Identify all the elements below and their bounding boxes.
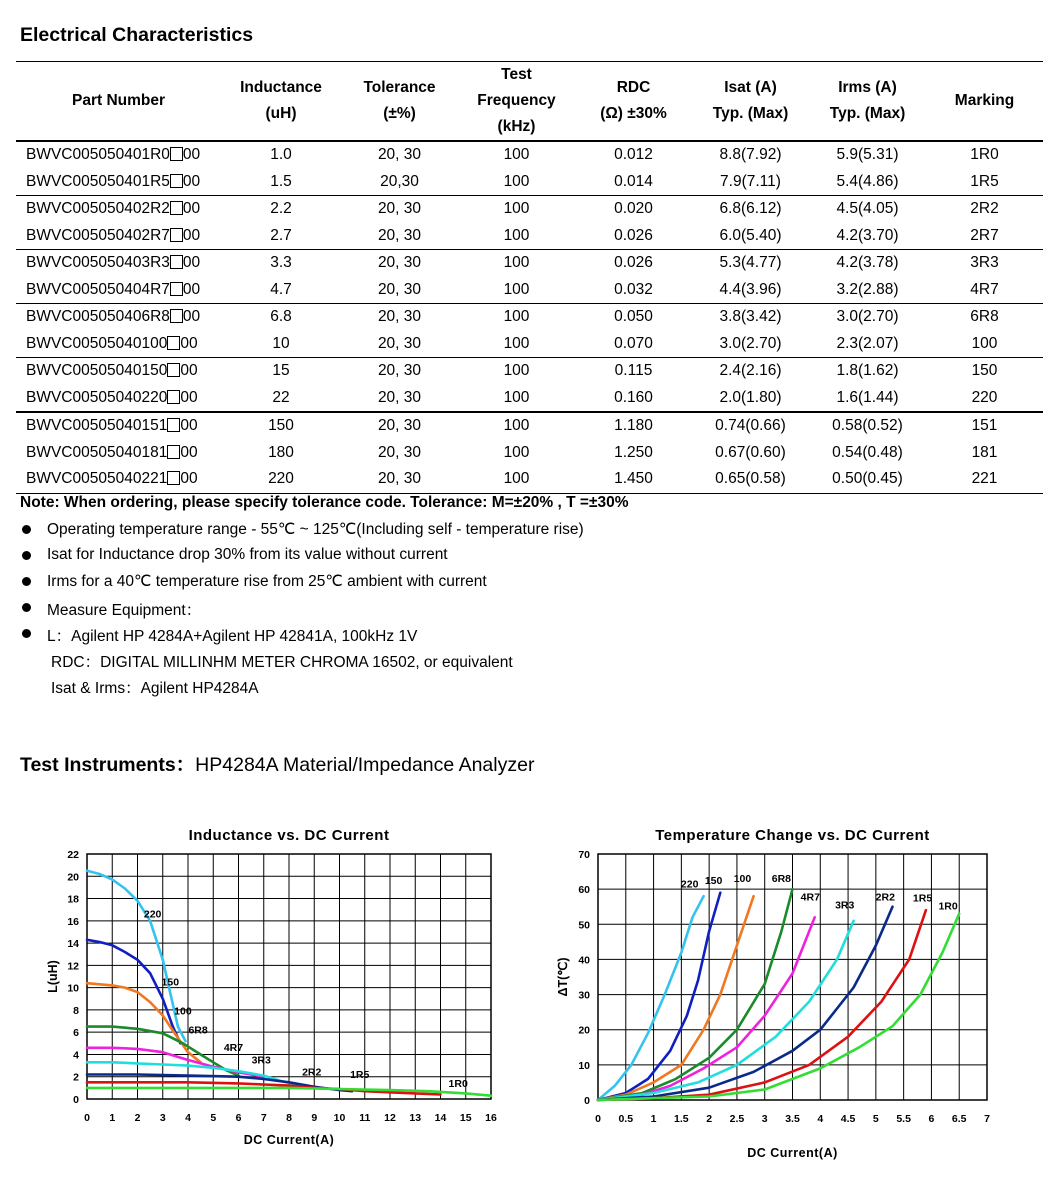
table-row: [16, 358, 1043, 385]
tolerance-code-box: [170, 174, 183, 188]
x-tick-label: 4.5: [840, 1113, 856, 1125]
cell-inductance: 180: [268, 443, 294, 461]
note-irms: Irms for a 40℃ temperature rise from 25℃ ambient with current: [47, 573, 487, 590]
y-tick-label: 30: [578, 989, 590, 1002]
header-line: Typ. (Max): [712, 105, 789, 122]
x-tick-label: 1: [109, 1112, 116, 1124]
tolerance-code-box: [167, 445, 180, 459]
x-tick-label: 11: [359, 1112, 371, 1124]
x-tick-label: 13: [409, 1112, 422, 1124]
x-tick-label: 8: [286, 1112, 292, 1124]
series-label-220: 220: [143, 908, 162, 921]
part-number-suffix: 00: [180, 443, 198, 461]
x-tick-label: 7: [984, 1113, 990, 1125]
x-tick-label: 12: [384, 1112, 396, 1124]
cell-frequency: 100: [503, 146, 530, 164]
cell-part-number: [16, 440, 221, 467]
cell-isat: 6.8(6.12): [719, 200, 782, 218]
part-number-suffix: 00: [182, 254, 201, 272]
header-part-number: [16, 62, 221, 142]
inductance-chart: [0, 810, 530, 1170]
cell-marking: 1R0: [970, 146, 999, 164]
x-tick-label: 0: [595, 1113, 601, 1125]
cell-frequency: 100: [503, 362, 530, 380]
tolerance-code-box: [170, 228, 183, 242]
cell-isat: 7.9(7.11): [692, 169, 809, 196]
y-tick-label: 20: [578, 1024, 590, 1037]
cell-tolerance: 20, 30: [377, 443, 422, 461]
cell-isat: 2.0(1.80): [692, 385, 809, 413]
note-isat: Isat for Inductance drop 30% from its value without current: [47, 546, 448, 563]
cell-tolerance: 20, 30: [377, 146, 422, 164]
cell-frequency: 100: [458, 331, 575, 358]
x-tick-label: 6.5: [951, 1113, 967, 1125]
cell-irms: 5.4(4.86): [809, 169, 926, 196]
cell-isat: 0.74(0.66): [715, 417, 786, 435]
header-line: Frequency: [477, 92, 556, 109]
part-number-prefix: BWVC00505040220: [26, 388, 168, 406]
cell-irms: 2.3(2.07): [809, 331, 926, 358]
cell-tolerance: 20, 30: [341, 466, 458, 493]
note-isat-irms-equipment: Isat & Irms：Agilent HP4284A: [51, 680, 259, 697]
table-body: [16, 141, 1043, 493]
table-row: [16, 304, 1043, 331]
cell-frequency: 100: [503, 254, 530, 272]
cell-rdc: 0.032: [575, 277, 692, 304]
series-label-2R2: 2R2: [875, 891, 895, 904]
part-number-suffix: 00: [182, 226, 201, 244]
temperature-chart: [540, 810, 1061, 1170]
cell-frequency: 100: [458, 385, 575, 413]
cell-inductance: 1.0: [270, 146, 292, 164]
x-tick-label: 1.5: [674, 1113, 689, 1125]
part-number-prefix: BWVC00505040100: [26, 334, 168, 352]
y-tick-label: 22: [67, 849, 79, 861]
cell-irms: 1.6(1.44): [809, 385, 926, 413]
series-label-100: 100: [733, 873, 752, 886]
note-rdc-equipment: RDC：DIGITAL MILLINHM METER CHROMA 16502, or equivalent: [51, 654, 513, 671]
y-tick-label: 20: [67, 871, 79, 884]
spec-table: [16, 61, 1043, 494]
cell-marking: 150: [971, 362, 998, 380]
part-number-suffix: 00: [182, 280, 201, 298]
part-number-prefix: BWVC00505040150: [26, 362, 168, 380]
cell-rdc: 0.020: [614, 200, 653, 218]
x-tick-label: 6: [928, 1113, 935, 1125]
series-label-4R7: 4R7: [800, 891, 820, 904]
y-tick-label: 6: [73, 1027, 79, 1040]
cell-marking: 1R5: [926, 169, 1043, 196]
cell-part-number: [16, 412, 221, 440]
cell-irms: 4.5(4.05): [836, 200, 899, 218]
tolerance-code-box: [170, 282, 183, 296]
part-number-suffix: 00: [182, 308, 201, 326]
series-line-220: [87, 871, 186, 1041]
cell-rdc: 0.115: [614, 362, 653, 380]
note-operating-temp: Operating temperature range - 55℃ ~ 125℃(Including self - temperature rise): [47, 521, 584, 538]
cell-marking: 100: [926, 331, 1043, 358]
y-tick-label: 4: [73, 1049, 79, 1062]
part-number-prefix: BWVC00505040181: [26, 443, 168, 461]
cell-irms: 0.54(0.48): [832, 443, 903, 461]
cell-tolerance: 20, 30: [341, 223, 458, 250]
cell-isat: 5.3(4.77): [719, 254, 782, 272]
tolerance-code-box: [167, 418, 180, 432]
header-line: Isat (A): [724, 79, 777, 96]
cell-marking: 220: [926, 385, 1043, 413]
cell-rdc: 1.180: [614, 417, 653, 435]
x-axis-label: DC Current(A): [243, 1133, 335, 1147]
series-line-220: [598, 896, 704, 1100]
bullet-dot: [22, 629, 31, 638]
y-tick-label: 0: [584, 1095, 590, 1107]
cell-marking: 221: [926, 466, 1043, 493]
y-tick-label: 60: [578, 884, 590, 897]
part-number-prefix: BWVC00505040221: [26, 470, 168, 488]
header-inductance: [221, 62, 341, 142]
table-row: [16, 141, 1043, 169]
table-header-row: [16, 62, 1043, 142]
section-title: Electrical Characteristics: [20, 24, 254, 46]
cell-isat: 0.67(0.60): [715, 443, 786, 461]
cell-frequency: 100: [503, 200, 530, 218]
cell-irms: 1.8(1.62): [836, 362, 899, 380]
header-line: Typ. (Max): [829, 105, 906, 122]
header-line: Inductance: [240, 79, 322, 96]
table-row: [16, 196, 1043, 223]
header-line: Test: [501, 66, 532, 83]
cell-marking: 6R8: [970, 308, 999, 326]
chart-title: Inductance vs. DC Current: [188, 827, 390, 844]
cell-part-number: [16, 358, 221, 385]
cell-tolerance: 20, 30: [341, 277, 458, 304]
y-tick-label: 16: [67, 915, 79, 928]
part-number-prefix: BWVC005050404R7: [26, 280, 170, 298]
cell-marking: 2R2: [970, 200, 999, 218]
x-tick-label: 4: [185, 1112, 191, 1124]
series-line-3R3: [598, 921, 854, 1100]
header-line: (±%): [383, 105, 416, 122]
x-tick-label: 15: [459, 1112, 472, 1124]
cell-part-number: [16, 223, 221, 250]
y-tick-label: 70: [578, 849, 590, 861]
y-tick-label: 0: [73, 1094, 79, 1106]
cell-part-number: [16, 169, 221, 196]
y-tick-label: 14: [67, 938, 79, 951]
cell-marking: 151: [971, 417, 998, 435]
x-axis-label: DC Current(A): [747, 1146, 838, 1160]
x-tick-label: 14: [434, 1112, 447, 1124]
part-number-suffix: 00: [180, 334, 198, 352]
x-tick-label: 0: [84, 1112, 90, 1124]
bullet-dot: [22, 603, 31, 612]
part-number-suffix: 00: [180, 470, 198, 488]
tolerance-code-box: [167, 363, 180, 377]
series-label-220: 220: [680, 878, 699, 891]
cell-part-number: [16, 385, 221, 413]
cell-part-number: [16, 196, 221, 223]
cell-isat: 3.8(3.42): [719, 308, 782, 326]
cell-isat: 4.4(3.96): [692, 277, 809, 304]
part-number-suffix: 00: [182, 172, 201, 190]
bullet-dot: [22, 577, 31, 586]
y-tick-label: 10: [578, 1059, 590, 1072]
table-row: [16, 385, 1043, 413]
cell-part-number: [16, 141, 221, 169]
cell-rdc: 0.050: [614, 308, 653, 326]
header-line: Marking: [954, 92, 1015, 109]
cell-rdc: 0.160: [575, 385, 692, 413]
bullet-dot: [22, 551, 31, 560]
part-number-suffix: 00: [180, 362, 198, 380]
header-isat: [692, 62, 809, 142]
series-line-1R5: [598, 910, 926, 1100]
cell-inductance: 10: [221, 331, 341, 358]
cell-rdc: 1.250: [614, 443, 653, 461]
y-tick-label: 50: [578, 919, 590, 932]
header-line: RDC: [616, 79, 651, 96]
cell-tolerance: 20, 30: [377, 254, 422, 272]
tolerance-code-box: [170, 201, 183, 215]
cell-isat: 6.0(5.40): [692, 223, 809, 250]
header-irms: [809, 62, 926, 142]
x-tick-label: 3: [159, 1112, 166, 1124]
x-tick-label: 9: [311, 1112, 318, 1124]
table-row: [16, 169, 1043, 196]
cell-inductance: 15: [272, 362, 290, 380]
x-tick-label: 5: [210, 1112, 217, 1124]
cell-tolerance: 20, 30: [341, 331, 458, 358]
test-instruments-value: HP4284A Material/Impedance Analyzer: [195, 754, 535, 776]
y-tick-label: 8: [73, 1004, 79, 1017]
series-label-3R3: 3R3: [835, 899, 855, 912]
table-row: [16, 412, 1043, 440]
series-label-1R5: 1R5: [912, 892, 933, 905]
part-number-prefix: BWVC00505040151: [26, 417, 168, 435]
x-tick-label: 7: [260, 1112, 267, 1124]
series-line-100: [598, 896, 754, 1100]
header-line: Irms (A): [838, 79, 897, 96]
cell-rdc: 0.070: [575, 331, 692, 358]
cell-inductance: 4.7: [221, 277, 341, 304]
cell-part-number: [16, 466, 221, 493]
cell-part-number: [16, 250, 221, 277]
cell-marking: 3R3: [970, 254, 999, 272]
series-label-2R2: 2R2: [302, 1066, 322, 1079]
part-number-suffix: 00: [182, 200, 201, 218]
cell-inductance: 220: [221, 466, 341, 493]
y-tick-label: 2: [73, 1071, 79, 1084]
part-number-suffix: 00: [182, 146, 201, 164]
x-tick-label: 3.5: [785, 1113, 800, 1125]
test-instruments-label: Test Instruments：: [20, 754, 196, 776]
header-marking: [926, 62, 1043, 142]
cell-rdc: 0.012: [614, 146, 653, 164]
cell-inductance: 22: [221, 385, 341, 413]
cell-irms: 3.0(2.70): [836, 308, 899, 326]
cell-tolerance: 20, 30: [377, 362, 422, 380]
tolerance-code-box: [167, 336, 180, 350]
series-label-1R0: 1R0: [448, 1077, 468, 1090]
cell-irms: 0.58(0.52): [832, 417, 903, 435]
cell-frequency: 100: [503, 308, 530, 326]
cell-isat: 8.8(7.92): [719, 146, 782, 164]
cell-irms: 0.50(0.45): [809, 466, 926, 493]
header-line: Part Number: [71, 92, 166, 109]
tolerance-code-box: [167, 471, 180, 485]
part-number-prefix: BWVC005050406R8: [26, 308, 170, 326]
table-row: [16, 331, 1043, 358]
x-tick-label: 1: [650, 1113, 657, 1125]
header-line: (uH): [265, 105, 297, 122]
x-tick-label: 0.5: [618, 1113, 634, 1125]
note-measure-equipment: Measure Equipment：: [47, 602, 202, 619]
x-tick-label: 3: [761, 1113, 768, 1125]
cell-inductance: 3.3: [270, 254, 292, 272]
series-label-1R0: 1R0: [938, 900, 958, 913]
series-label-1R5: 1R5: [350, 1068, 370, 1081]
cell-irms: 4.2(3.70): [809, 223, 926, 250]
table-row: [16, 440, 1043, 467]
x-tick-label: 16: [485, 1112, 497, 1124]
series-label-100: 100: [174, 1005, 192, 1018]
header-line: Tolerance: [363, 79, 436, 96]
y-tick-label: 40: [578, 954, 590, 967]
cell-frequency: 100: [503, 417, 530, 435]
cell-irms: 5.9(5.31): [836, 146, 899, 164]
cell-inductance: 1.5: [221, 169, 341, 196]
y-tick-label: 12: [67, 960, 79, 973]
cell-rdc: 0.014: [575, 169, 692, 196]
cell-part-number: [16, 277, 221, 304]
series-label-150: 150: [161, 976, 180, 989]
part-number-prefix: BWVC005050401R5: [26, 172, 170, 190]
cell-frequency: 100: [458, 466, 575, 493]
cell-inductance: 150: [268, 417, 294, 435]
tolerance-code-box: [170, 255, 183, 269]
part-number-prefix: BWVC005050401R0: [26, 146, 170, 164]
x-tick-label: 5.5: [896, 1113, 911, 1125]
y-tick-label: 18: [67, 893, 79, 906]
bullet-dot: [22, 525, 31, 534]
y-axis-label: ΔT(℃): [556, 957, 570, 997]
cell-rdc: 0.026: [614, 254, 653, 272]
y-tick-label: 10: [67, 982, 79, 995]
header-line: (kHz): [497, 118, 536, 135]
tolerance-code-box: [167, 390, 180, 404]
header-tolerance: [341, 62, 458, 142]
table-row: [16, 250, 1043, 277]
header-line: (Ω) ±30%: [600, 105, 667, 122]
cell-marking: 4R7: [926, 277, 1043, 304]
cell-part-number: [16, 304, 221, 331]
cell-isat: 0.65(0.58): [692, 466, 809, 493]
tolerance-code-box: [170, 147, 183, 161]
cell-tolerance: 20, 30: [377, 417, 422, 435]
cell-tolerance: 20, 30: [341, 385, 458, 413]
y-axis-label: L(uH): [46, 960, 60, 993]
x-tick-label: 2: [706, 1113, 713, 1125]
x-tick-label: 6: [235, 1112, 242, 1124]
x-tick-label: 2: [134, 1112, 141, 1124]
cell-marking: 181: [971, 443, 998, 461]
cell-irms: 3.2(2.88): [809, 277, 926, 304]
table-row: [16, 277, 1043, 304]
cell-inductance: 6.8: [270, 308, 292, 326]
cell-isat: 2.4(2.16): [719, 362, 782, 380]
chart-title: Temperature Change vs. DC Current: [655, 827, 930, 844]
header-rdc: [575, 62, 692, 142]
cell-frequency: 100: [503, 443, 530, 461]
cell-rdc: 0.026: [575, 223, 692, 250]
cell-tolerance: 20, 30: [377, 308, 422, 326]
cell-rdc: 1.450: [575, 466, 692, 493]
cell-inductance: 2.7: [221, 223, 341, 250]
x-tick-label: 5: [872, 1113, 879, 1125]
cell-tolerance: 20, 30: [377, 200, 422, 218]
series-label-6R8: 6R8: [771, 873, 792, 886]
series-label-150: 150: [704, 874, 723, 887]
x-tick-label: 10: [333, 1112, 346, 1124]
part-number-suffix: 00: [180, 388, 198, 406]
series-label-6R8: 6R8: [188, 1024, 208, 1037]
tolerance-code-box: [170, 309, 183, 323]
part-number-prefix: BWVC005050402R7: [26, 226, 170, 244]
part-number-suffix: 00: [180, 417, 198, 435]
ordering-note: Note: When ordering, please specify tolerance code. Tolerance: M=±20% , T =±30%: [20, 494, 629, 511]
test-instruments: [20, 749, 534, 777]
part-number-prefix: BWVC005050403R3: [26, 254, 170, 272]
table-row: [16, 223, 1043, 250]
cell-part-number: [16, 331, 221, 358]
cell-frequency: 100: [458, 169, 575, 196]
cell-isat: 3.0(2.70): [692, 331, 809, 358]
note-l-equipment: L：Agilent HP 4284A+Agilent HP 42841A, 100kHz 1V: [47, 628, 418, 645]
x-tick-label: 2.5: [729, 1113, 745, 1125]
cell-marking: 2R7: [926, 223, 1043, 250]
x-tick-label: 4: [817, 1113, 824, 1125]
table-row: [16, 466, 1043, 493]
header-test-frequency: [458, 62, 575, 142]
cell-frequency: 100: [458, 277, 575, 304]
series-label-3R3: 3R3: [251, 1054, 271, 1067]
cell-tolerance: 20,30: [341, 169, 458, 196]
part-number-prefix: BWVC005050402R2: [26, 200, 170, 218]
cell-frequency: 100: [458, 223, 575, 250]
cell-inductance: 2.2: [270, 200, 292, 218]
cell-irms: 4.2(3.78): [836, 254, 899, 272]
series-label-4R7: 4R7: [223, 1042, 244, 1055]
